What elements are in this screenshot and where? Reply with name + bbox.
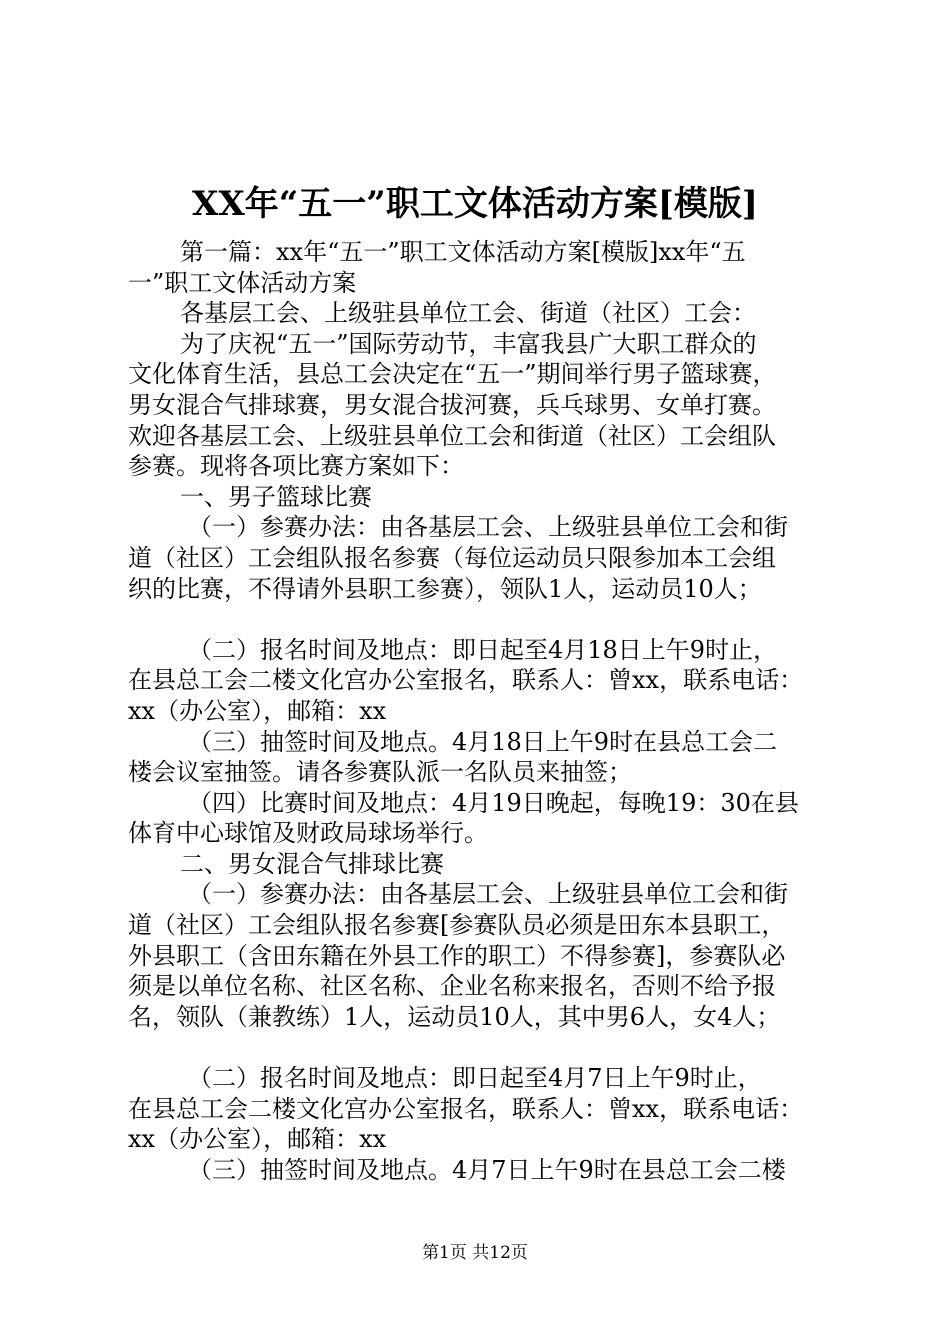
section-heading: 一、男子篮球比赛	[180, 482, 372, 511]
paragraph-line: xx（办公室），邮箱：xx	[128, 696, 387, 725]
blank-line	[128, 1032, 834, 1063]
paragraph-line: （三）抽签时间及地点。4月7日上午9时在县总工会二楼	[188, 1155, 786, 1184]
paragraph-line: 织的比赛，不得请外县职工参赛），领队1人，运动员10人；	[128, 574, 762, 603]
paragraph-line: 第一篇：xx年“五一”职工文体活动方案[模版]xx年“五	[180, 238, 746, 266]
paragraph-line: （四）比赛时间及地点：4月19日晚起，每晚19：30在县	[188, 788, 799, 817]
paragraph-line: 道（社区）工会组队报名参赛（每位运动员只限参加本工会组	[128, 543, 776, 572]
paragraph-line: 男女混合气排球赛，男女混合拔河赛，兵乓球男、女单打赛。	[128, 390, 776, 419]
blank-line	[128, 604, 834, 635]
paragraph-line: 在县总工会二楼文化宫办公室报名，联系人：曾xx，联系电话：	[128, 666, 804, 695]
paragraph-line: 须是以单位名称、社区名称、企业名称来报名，否则不给予报	[128, 972, 776, 1001]
paragraph-line: 道（社区）工会组队报名参赛[参赛队员必须是田东本县职工，	[128, 911, 786, 940]
paragraph-line: 欢迎各基层工会、上级驻县单位工会和街道（社区）工会组队	[128, 421, 776, 450]
paragraph-line: 楼会议室抽签。请各参赛队派一名队员来抽签；	[128, 758, 632, 787]
paragraph-line: 为了庆祝“五一”国际劳动节，丰富我县广大职工群众的	[180, 329, 757, 358]
paragraph-line: 外县职工（含田东籍在外县工作的职工）不得参赛]，参赛队必	[128, 941, 786, 970]
paragraph-line: 名，领队（兼教练）1人，运动员10人，其中男6人，女4人；	[128, 1002, 781, 1031]
paragraph-line: （三）抽签时间及地点。4月18日上午9时在县总工会二	[188, 727, 778, 756]
paragraph-line: 各基层工会、上级驻县单位工会、街道（社区）工会：	[180, 299, 756, 328]
paragraph-line: （二）报名时间及地点：即日起至4月18日上午9时止，	[188, 635, 778, 664]
document-body	[128, 237, 834, 1185]
paragraph-line: xx（办公室），邮箱：xx	[128, 1125, 387, 1154]
page-number-footer: 第1页 共12页	[422, 1243, 528, 1263]
paragraph-line: 参赛。现将各项比赛方案如下：	[128, 452, 464, 481]
paragraph-line: 体育中心球馆及财政局球场举行。	[128, 819, 488, 848]
paragraph-line: 文化体育生活，县总工会决定在“五一”期间举行男子篮球赛，	[128, 360, 777, 389]
paragraph-line: （一）参赛办法：由各基层工会、上级驻县单位工会和街	[188, 513, 788, 542]
paragraph-line: （一）参赛办法：由各基层工会、上级驻县单位工会和街	[188, 880, 788, 909]
section-heading: 二、男女混合气排球比赛	[180, 849, 444, 878]
document-title: XX年“五一”职工文体活动方案[模版]	[191, 184, 759, 224]
paragraph-line: 一”职工文体活动方案	[128, 268, 357, 297]
paragraph-line: （二）报名时间及地点：即日起至4月7日上午9时止，	[188, 1064, 762, 1093]
paragraph-line: 在县总工会二楼文化宫办公室报名，联系人：曾xx，联系电话：	[128, 1094, 804, 1123]
